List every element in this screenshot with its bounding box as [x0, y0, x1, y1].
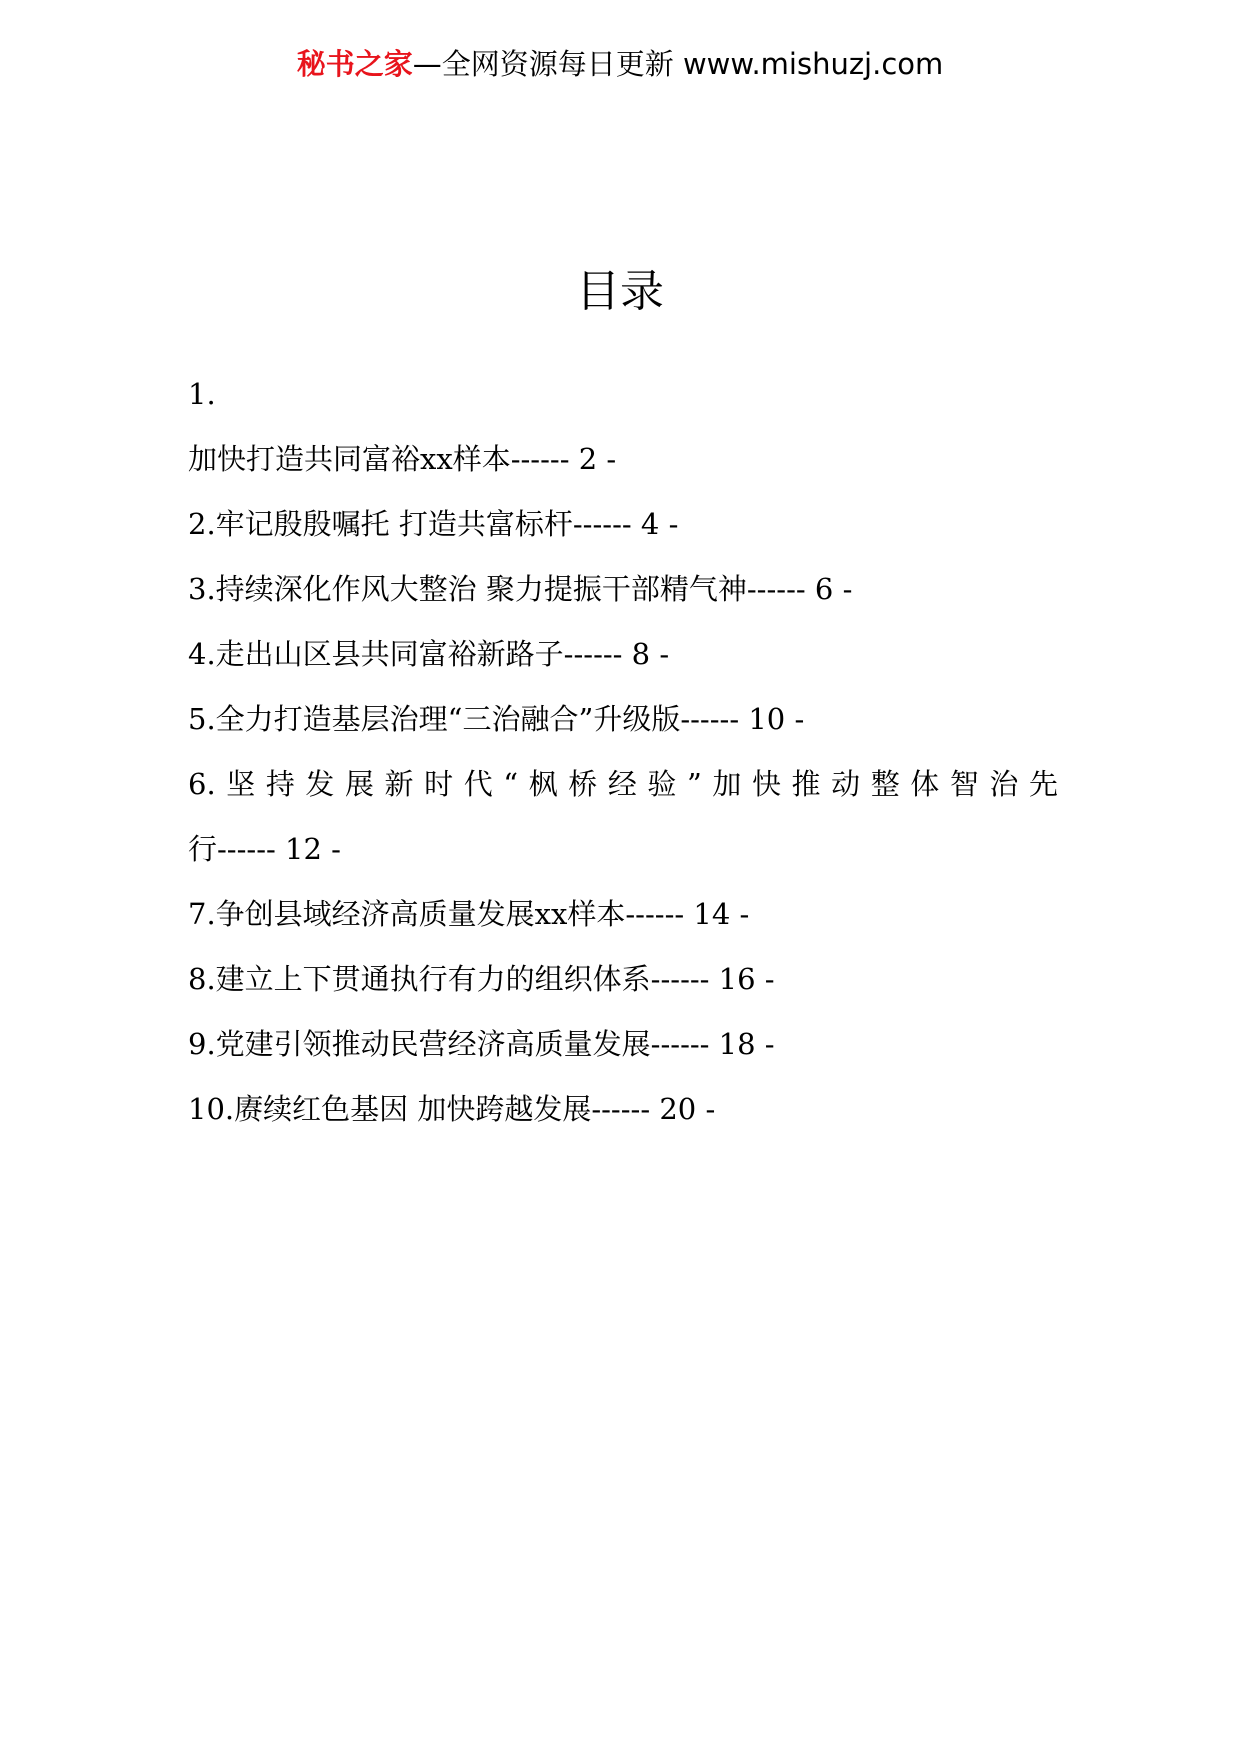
toc-line[interactable]: 7.争创县域经济高质量发展xx样本------ 14 -: [188, 897, 750, 931]
toc-line[interactable]: 10.赓续红色基因 加快跨越发展------ 20 -: [188, 1092, 716, 1126]
toc-line[interactable]: 3.持续深化作风大整治 聚力提振干部精气神------ 6 -: [188, 572, 853, 606]
site-tagline: —全网资源每日更新 www.mishuzj.com: [412, 47, 944, 81]
toc-line[interactable]: 2.牢记殷殷嘱托 打造共富标杆------ 4 -: [188, 507, 679, 541]
toc-line[interactable]: 8.建立上下贯通执行有力的组织体系------ 16 -: [188, 962, 775, 996]
toc-line[interactable]: 6.坚持发展新时代“枫桥经验”加快推动整体智治先: [188, 767, 1058, 801]
page-title: 目录: [576, 266, 664, 317]
toc-line[interactable]: 4.走出山区县共同富裕新路子------ 8 -: [188, 637, 670, 671]
site-brand[interactable]: 秘书之家: [296, 47, 413, 81]
site-header: [0, 44, 1240, 84]
table-of-contents: [188, 362, 1058, 1142]
toc-line[interactable]: 加快打造共同富裕xx样本------ 2 -: [188, 442, 617, 476]
toc-line[interactable]: 1.: [188, 377, 216, 411]
toc-line[interactable]: 行------ 12 -: [188, 832, 341, 866]
toc-line[interactable]: 9.党建引领推动民营经济高质量发展------ 18 -: [188, 1027, 775, 1061]
toc-line[interactable]: 5.全力打造基层治理“三治融合”升级版------ 10 -: [188, 702, 805, 736]
